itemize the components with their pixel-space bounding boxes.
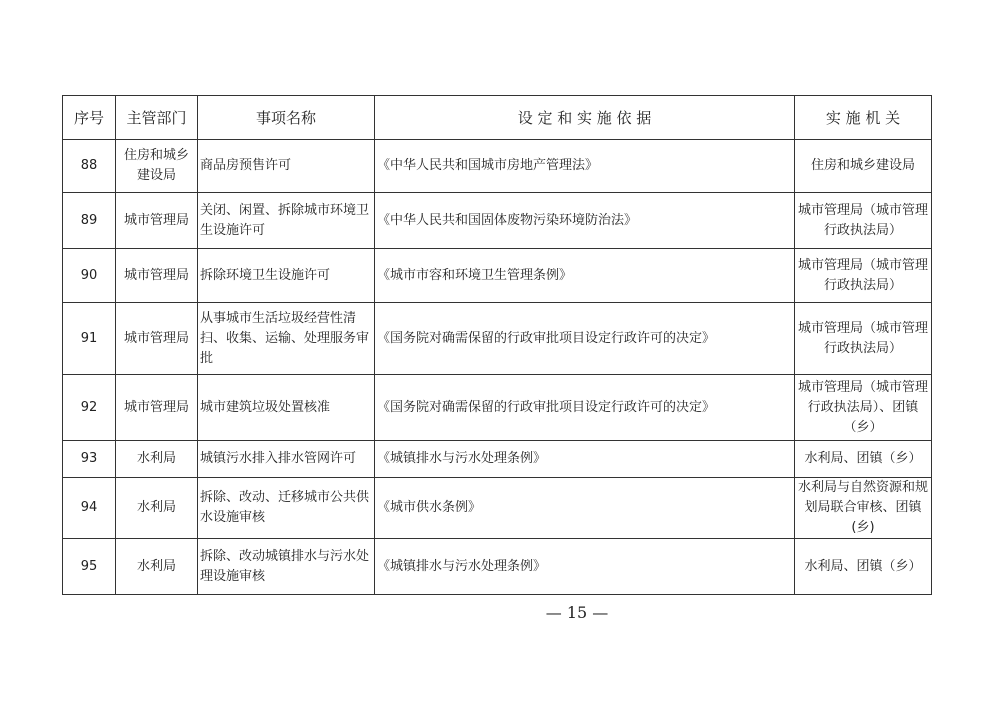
cell-no: 92 — [63, 375, 116, 441]
cell-agency: 城市管理局（城市管理行政执法局）、团镇（乡） — [795, 375, 932, 441]
cell-dept: 水利局 — [116, 539, 198, 595]
cell-no: 90 — [63, 249, 116, 303]
cell-dept: 水利局 — [116, 441, 198, 478]
cell-basis: 《城镇排水与污水处理条例》 — [375, 441, 795, 478]
cell-dept: 住房和城乡建设局 — [116, 140, 198, 193]
header-no: 序号 — [63, 96, 116, 140]
cell-basis: 《国务院对确需保留的行政审批项目设定行政许可的决定》 — [375, 375, 795, 441]
permits-table — [62, 95, 932, 595]
cell-basis: 《中华人民共和国固体废物污染环境防治法》 — [375, 193, 795, 249]
cell-item: 拆除、改动、迁移城市公共供水设施审核 — [198, 478, 375, 539]
header-item: 事项名称 — [198, 96, 375, 140]
cell-no: 93 — [63, 441, 116, 478]
cell-dept: 城市管理局 — [116, 375, 198, 441]
header-row — [63, 96, 932, 140]
cell-dept: 城市管理局 — [116, 193, 198, 249]
header-agency: 实 施 机 关 — [795, 96, 932, 140]
table-row — [63, 140, 932, 193]
cell-item: 商品房预售许可 — [198, 140, 375, 193]
cell-no: 88 — [63, 140, 116, 193]
header-dept: 主管部门 — [116, 96, 198, 140]
cell-agency: 城市管理局（城市管理行政执法局） — [795, 193, 932, 249]
table-row — [63, 539, 932, 595]
page-number: — 15 — — [545, 603, 609, 622]
cell-agency: 城市管理局（城市管理行政执法局） — [795, 249, 932, 303]
table-row — [63, 249, 932, 303]
cell-agency: 水利局与自然资源和规划局联合审核、团镇(乡) — [795, 478, 932, 539]
cell-basis: 《中华人民共和国城市房地产管理法》 — [375, 140, 795, 193]
cell-item: 从事城市生活垃圾经营性清扫、收集、运输、处理服务审批 — [198, 303, 375, 375]
table-row — [63, 478, 932, 539]
table-row — [63, 193, 932, 249]
cell-item: 关闭、闲置、拆除城市环境卫生设施许可 — [198, 193, 375, 249]
cell-agency: 水利局、团镇（乡） — [795, 539, 932, 595]
cell-no: 89 — [63, 193, 116, 249]
cell-dept: 水利局 — [116, 478, 198, 539]
table-row — [63, 375, 932, 441]
cell-agency: 城市管理局（城市管理行政执法局） — [795, 303, 932, 375]
cell-no: 94 — [63, 478, 116, 539]
cell-dept: 城市管理局 — [116, 249, 198, 303]
cell-no: 91 — [63, 303, 116, 375]
cell-agency: 住房和城乡建设局 — [795, 140, 932, 193]
cell-basis: 《城市市容和环境卫生管理条例》 — [375, 249, 795, 303]
cell-basis: 《城镇排水与污水处理条例》 — [375, 539, 795, 595]
header-basis: 设 定 和 实 施 依 据 — [375, 96, 795, 140]
cell-basis: 《城市供水条例》 — [375, 478, 795, 539]
cell-dept: 城市管理局 — [116, 303, 198, 375]
cell-agency: 水利局、团镇（乡） — [795, 441, 932, 478]
table-row — [63, 441, 932, 478]
cell-basis: 《国务院对确需保留的行政审批项目设定行政许可的决定》 — [375, 303, 795, 375]
table-row — [63, 303, 932, 375]
cell-item: 城镇污水排入排水管网许可 — [198, 441, 375, 478]
cell-item: 拆除、改动城镇排水与污水处理设施审核 — [198, 539, 375, 595]
cell-item: 城市建筑垃圾处置核准 — [198, 375, 375, 441]
cell-no: 95 — [63, 539, 116, 595]
cell-item: 拆除环境卫生设施许可 — [198, 249, 375, 303]
